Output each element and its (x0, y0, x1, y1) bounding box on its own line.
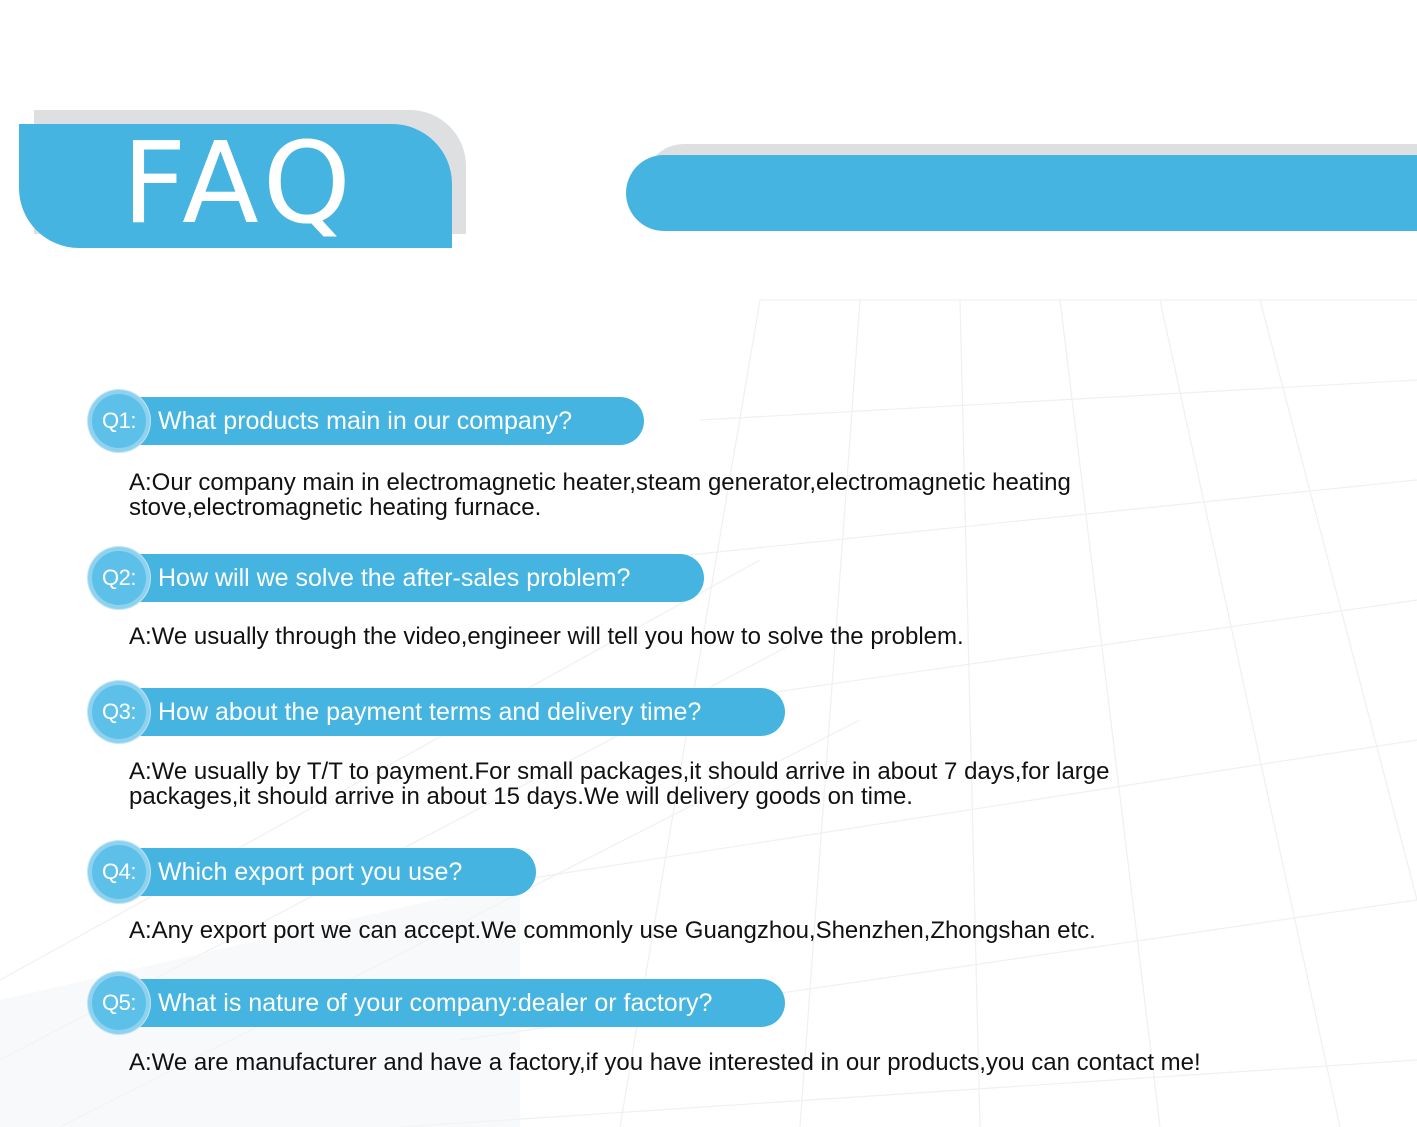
question-number-4: Q4: (92, 845, 146, 899)
answer-text-2: A:We usually through the video,engineer will tell you how to solve the problem. (129, 623, 964, 650)
question-badge-2 (88, 547, 150, 609)
answer-text-4: A:Any export port we can accept.We commonly use Guangzhou,Shenzhen,Zhongshan etc. (129, 917, 1096, 944)
question-text-2: How will we solve the after-sales problem? (158, 564, 631, 592)
page-title: FAQ (122, 119, 357, 249)
answer-text-5: A:We are manufacturer and have a factory,if you have interested in our products,you can contact me! (129, 1049, 1201, 1076)
question-badge-1 (88, 390, 150, 452)
question-number-1: Q1: (92, 394, 146, 448)
answer-text-3: A:We usually by T/T to payment.For small packages,it should arrive in about 7 days,for large packages,it should arrive in about 15 days.We will delivery goods on time. (129, 758, 1110, 810)
question-badge-5 (88, 972, 150, 1034)
question-badge-4 (88, 841, 150, 903)
question-number-3: Q3: (92, 685, 146, 739)
question-text-4: Which export port you use? (158, 858, 463, 886)
question-badge-3 (88, 681, 150, 743)
answer-text-1: A:Our company main in electromagnetic heater,steam generator,electromagnetic heating stove,electromagnetic heating furnace. (129, 469, 1071, 521)
question-text-1: What products main in our company? (158, 407, 573, 435)
question-text-3: How about the payment terms and delivery time? (158, 698, 702, 726)
question-text-5: What is nature of your company:dealer or factory? (158, 989, 713, 1017)
header-bar (626, 155, 1417, 231)
question-number-2: Q2: (92, 551, 146, 605)
question-number-5: Q5: (92, 976, 146, 1030)
